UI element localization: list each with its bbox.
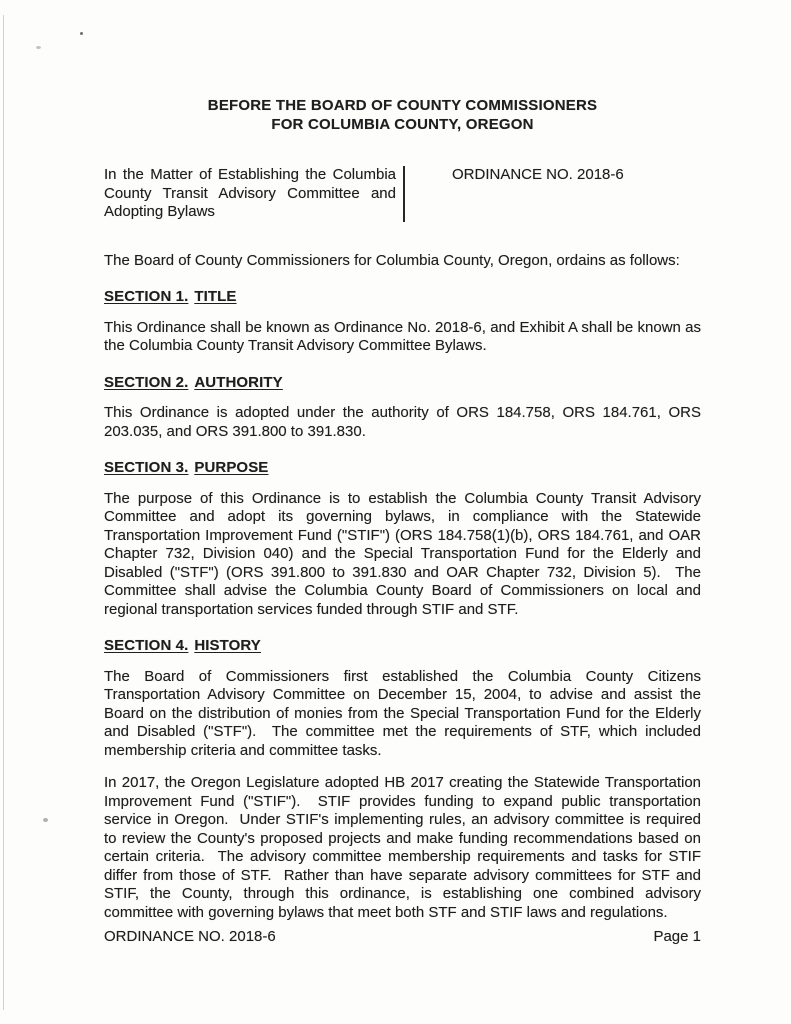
document-content — [104, 97, 706, 922]
document-title-line2: FOR COLUMBIA COUNTY, OREGON — [271, 115, 534, 133]
scan-edge-artifact — [3, 15, 4, 1010]
section-4-number: SECTION 4. — [104, 637, 189, 654]
scan-dot-artifact — [80, 32, 83, 35]
section-3-number: SECTION 3. — [104, 459, 189, 476]
document-title-line1: BEFORE THE BOARD OF COUNTY COMMISSIONERS — [207, 97, 598, 114]
section-4-heading — [104, 637, 701, 656]
footer-page-number: Page 1 — [653, 928, 701, 945]
section-3-title: PURPOSE — [194, 459, 269, 476]
scan-smudge-artifact — [36, 46, 41, 49]
section-1-paragraph: This Ordinance shall be known as Ordinance No. 2018-6, and Exhibit A shall be known as the Columbia County Transit Advisory Committee Bylaws. — [104, 318, 706, 354]
section-2 — [104, 373, 706, 442]
section-2-paragraph: This Ordinance is adopted under the authority of ORS 184.758, ORS 184.761, ORS 203.035, and ORS 391.800 to 391.830. — [104, 404, 706, 440]
section-4 — [104, 637, 706, 922]
preamble-text: The Board of County Commissioners for Columbia County, Oregon, ordains as follows: — [104, 251, 680, 269]
scan-smudge-artifact — [43, 818, 48, 822]
section-1-title: TITLE — [194, 288, 237, 305]
section-2-number: SECTION 2. — [104, 373, 189, 391]
section-2-title: AUTHORITY — [194, 373, 283, 391]
document-title — [104, 97, 701, 134]
section-2-heading — [104, 374, 701, 393]
case-caption — [104, 166, 701, 222]
section-4-title: HISTORY — [194, 637, 261, 654]
ordinance-number: ORDINANCE NO. 2018-6 — [452, 166, 624, 183]
section-4-paragraph-1: The Board of Commissioners first established the Columbia County Citizens Transportation Advisory Committee on December 15, 2004, to advise and assist the Board on the distribution of monies from the Special Transportation Fund for the Elderly and Disabled ("STF"). The committee met the requirements of STF, which included membership criteria and committee tasks. — [104, 667, 706, 759]
caption-matter-text: In the Matter of Establishing the Columbia County Transit Advisory Committee and Adopting Bylaws — [104, 166, 405, 222]
section-3 — [104, 459, 706, 619]
section-4-paragraph-2: In 2017, the Oregon Legislature adopted HB 2017 creating the Statewide Transportation Improvement Fund ("STIF"). STIF provides funding to expand public transportation service in Oregon. Under STIF's implementing rules, an advisory committee is required to review the County's proposed projects and make funding recommendations based on certain criteria. The advisory committee membership requirements and tasks for STIF differ from those of STF. Rather than have separate advisory committees for STF and STIF, the County, through this ordinance, is establishing one combined advisory committee with governing bylaws that meet both STF and STIF laws and regulations. — [104, 774, 706, 921]
section-1-heading — [104, 288, 701, 307]
section-3-paragraph: The purpose of this Ordinance is to establish the Columbia County Transit Advisory Committee and adopt its governing bylaws, in compliance with the Statewide Transportation Improvement Fund ("STIF") (ORS 184.758(1)(b), ORS 184.761, and OAR Chapter 732, Division 040) and the Special Transportation Fund for the Elderly and Disabled ("STF") (ORS 391.800 to 391.830 and OAR Chapter 732, Division 5). The Committee shall advise the Columbia County Board of Commissioners on local and regional transportation services funded through STIF and STF. — [104, 489, 706, 618]
section-1-number: SECTION 1. — [104, 288, 189, 305]
section-3-heading — [104, 459, 701, 478]
section-1 — [104, 288, 706, 356]
page-footer — [104, 928, 701, 947]
footer-ordinance-number: ORDINANCE NO. 2018-6 — [104, 928, 276, 945]
